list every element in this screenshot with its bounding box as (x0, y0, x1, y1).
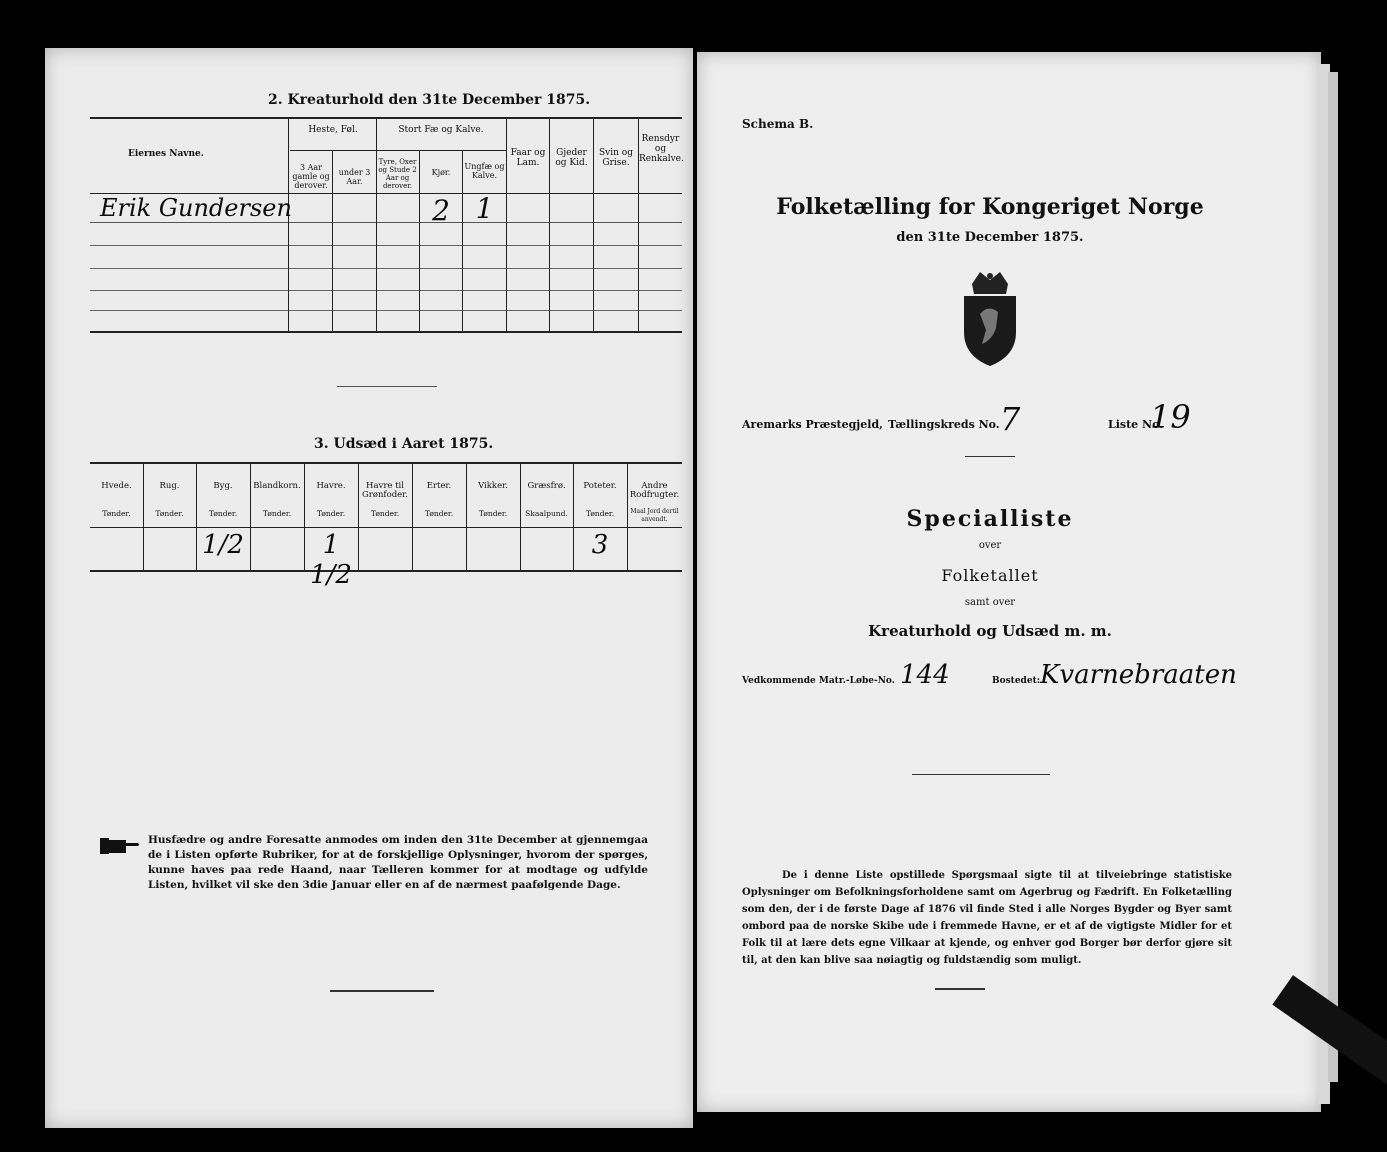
district-label: Tællingskreds No. (888, 418, 1000, 431)
document-title: Folketælling for Kongeriget Norge (776, 194, 1204, 220)
specialliste-heading: Specialliste (906, 506, 1074, 532)
document-date: den 31te December 1875. (896, 230, 1084, 245)
young-cattle-count: 1 (475, 192, 494, 225)
sowing-header: Vikker. (478, 481, 508, 491)
header-horses: Heste, Føl. (308, 125, 358, 135)
sowing-unit: Tønder. (370, 509, 400, 518)
header-cattle: Stort Fæ og Kalve. (398, 125, 484, 135)
sowing-header: Blandkorn. (253, 481, 301, 491)
sowing-unit: Tønder. (478, 509, 508, 518)
separator (337, 386, 437, 387)
table-divider (376, 118, 377, 332)
table-divider (143, 463, 144, 571)
page-edge (1328, 72, 1338, 1082)
norway-coat-of-arms-icon (958, 270, 1022, 370)
sowing-unit: Tønder. (424, 509, 454, 518)
table-rule (90, 527, 682, 528)
over-text: over (978, 540, 1002, 551)
header-horses-young: under 3 Aar. (338, 168, 371, 186)
sowing-unit: Tønder. (155, 509, 184, 518)
schema-label: Schema B. (742, 117, 814, 131)
poteter-value: 3 (591, 530, 609, 560)
table-divider (466, 463, 467, 571)
sowing-unit: Tønder. (316, 509, 346, 518)
header-cattle-bulls: Tyre, Oxer og Stude 2 Aar og derover. (378, 158, 417, 190)
header-goats: Gjeder og Kid. (555, 148, 588, 168)
sowing-unit: Tønder. (102, 509, 131, 518)
separator (330, 990, 434, 992)
owner-name: Erik Gundersen (100, 194, 292, 222)
parish-label: Aremarks Præstegjeld, (742, 418, 883, 431)
header-owner: Eiernes Navne. (128, 149, 204, 159)
table-divider (288, 118, 289, 332)
header-sheep: Faar og Lam. (510, 148, 546, 168)
header-young-cattle: Ungfæ og Kalve. (464, 162, 505, 180)
sowing-unit: Tønder. (585, 509, 615, 518)
sowing-unit: Skaalpund. (525, 509, 568, 518)
table-divider (627, 463, 628, 571)
livestock-title: 2. Kreaturhold den 31te December 1875. (268, 92, 591, 108)
bosted-label: Bostedet: (992, 676, 1041, 686)
sowing-header: Erter. (426, 481, 452, 491)
sowing-header: Poteter. (583, 481, 617, 491)
sowing-header: Andre Rodfrugter. (629, 481, 680, 500)
sowing-unit: Tønder. (262, 509, 292, 518)
table-rule (90, 570, 682, 572)
table-rule (376, 150, 506, 151)
table-divider (520, 463, 521, 571)
table-rule (90, 462, 682, 464)
separator (935, 988, 985, 990)
cows-count: 2 (432, 194, 450, 227)
sowing-header: Græsfrø. (527, 481, 566, 491)
district-number: 7 (1000, 400, 1021, 438)
bosted-name: Kvarnebraaten (1040, 660, 1237, 690)
table-divider (358, 463, 359, 571)
header-reindeer: Rensdyr og Renkalve. (639, 134, 684, 164)
folketallet-heading: Folketallet (941, 566, 1039, 585)
matr-label: Vedkommende Matr.-Løbe-No. (742, 676, 895, 686)
sowing-header: Havre. (316, 481, 346, 491)
sowing-header: Havre til Grønfoder. (361, 481, 408, 500)
sowing-header: Hvede. (101, 481, 132, 491)
table-divider (412, 463, 413, 571)
sowing-header: Rug. (159, 481, 180, 491)
sowing-title: 3. Udsæd i Aaret 1875. (314, 436, 494, 452)
list-label: Liste No. (1108, 418, 1164, 431)
intro-paragraph: De i denne Liste opstillede Spørgsmaal sigte til at tilveiebringe statistiske Oplysninger om Befolkningsforholdene samt om Agerbrug og Fædrift. En Folketælling som den, der i de første Dage af 1876 vil finde Sted i alle Norges Bygder og Byer samt ombord paa de norske Skibe ude i fremmede Havne, er et af de vigtigste Midler for et Folk til at lære dets egne Vilkaar at kjende, og enhver god Borger bør derfor gjøre sit til, at den kan blive saa nøiagtig og fuldstændig som muligt. (742, 870, 1232, 966)
list-number: 19 (1150, 398, 1191, 436)
kreaturhold-heading: Kreaturhold og Udsæd m. m. (868, 622, 1112, 640)
header-pigs: Svin og Grise. (599, 148, 633, 168)
notice-text: Husfædre og andre Foresatte anmodes om inden den 31te December at gjennemgaa de i Listen opførte Rubriker, for at de forskjellige Oplysninger, hvorom der spørges, kunne haves paa rede Haand, naar Tælleren kommer for at modtage og udfylde Listen, hvilket vil ske den 3die Januar eller en af de nærmest paafølgende Dage. (148, 834, 648, 891)
matr-number: 144 (900, 660, 950, 690)
separator (912, 774, 1050, 775)
sowing-header: Byg. (213, 481, 233, 491)
pointing-hand-icon (100, 836, 140, 856)
table-divider (250, 463, 251, 571)
samt-over-text: samt over (964, 597, 1016, 608)
sowing-unit: Tønder. (208, 509, 238, 518)
byg-value: 1/2 (202, 530, 244, 560)
header-cows: Kjør. (431, 168, 451, 177)
havre-value: 1 1/2 (310, 530, 352, 590)
sowing-unit: Maal Jord dertil anvendt. (630, 508, 679, 523)
separator (965, 456, 1015, 457)
header-horses-old: 3 Aar gamle og derover. (292, 163, 330, 190)
table-divider (419, 150, 420, 332)
table-rule (290, 150, 376, 151)
